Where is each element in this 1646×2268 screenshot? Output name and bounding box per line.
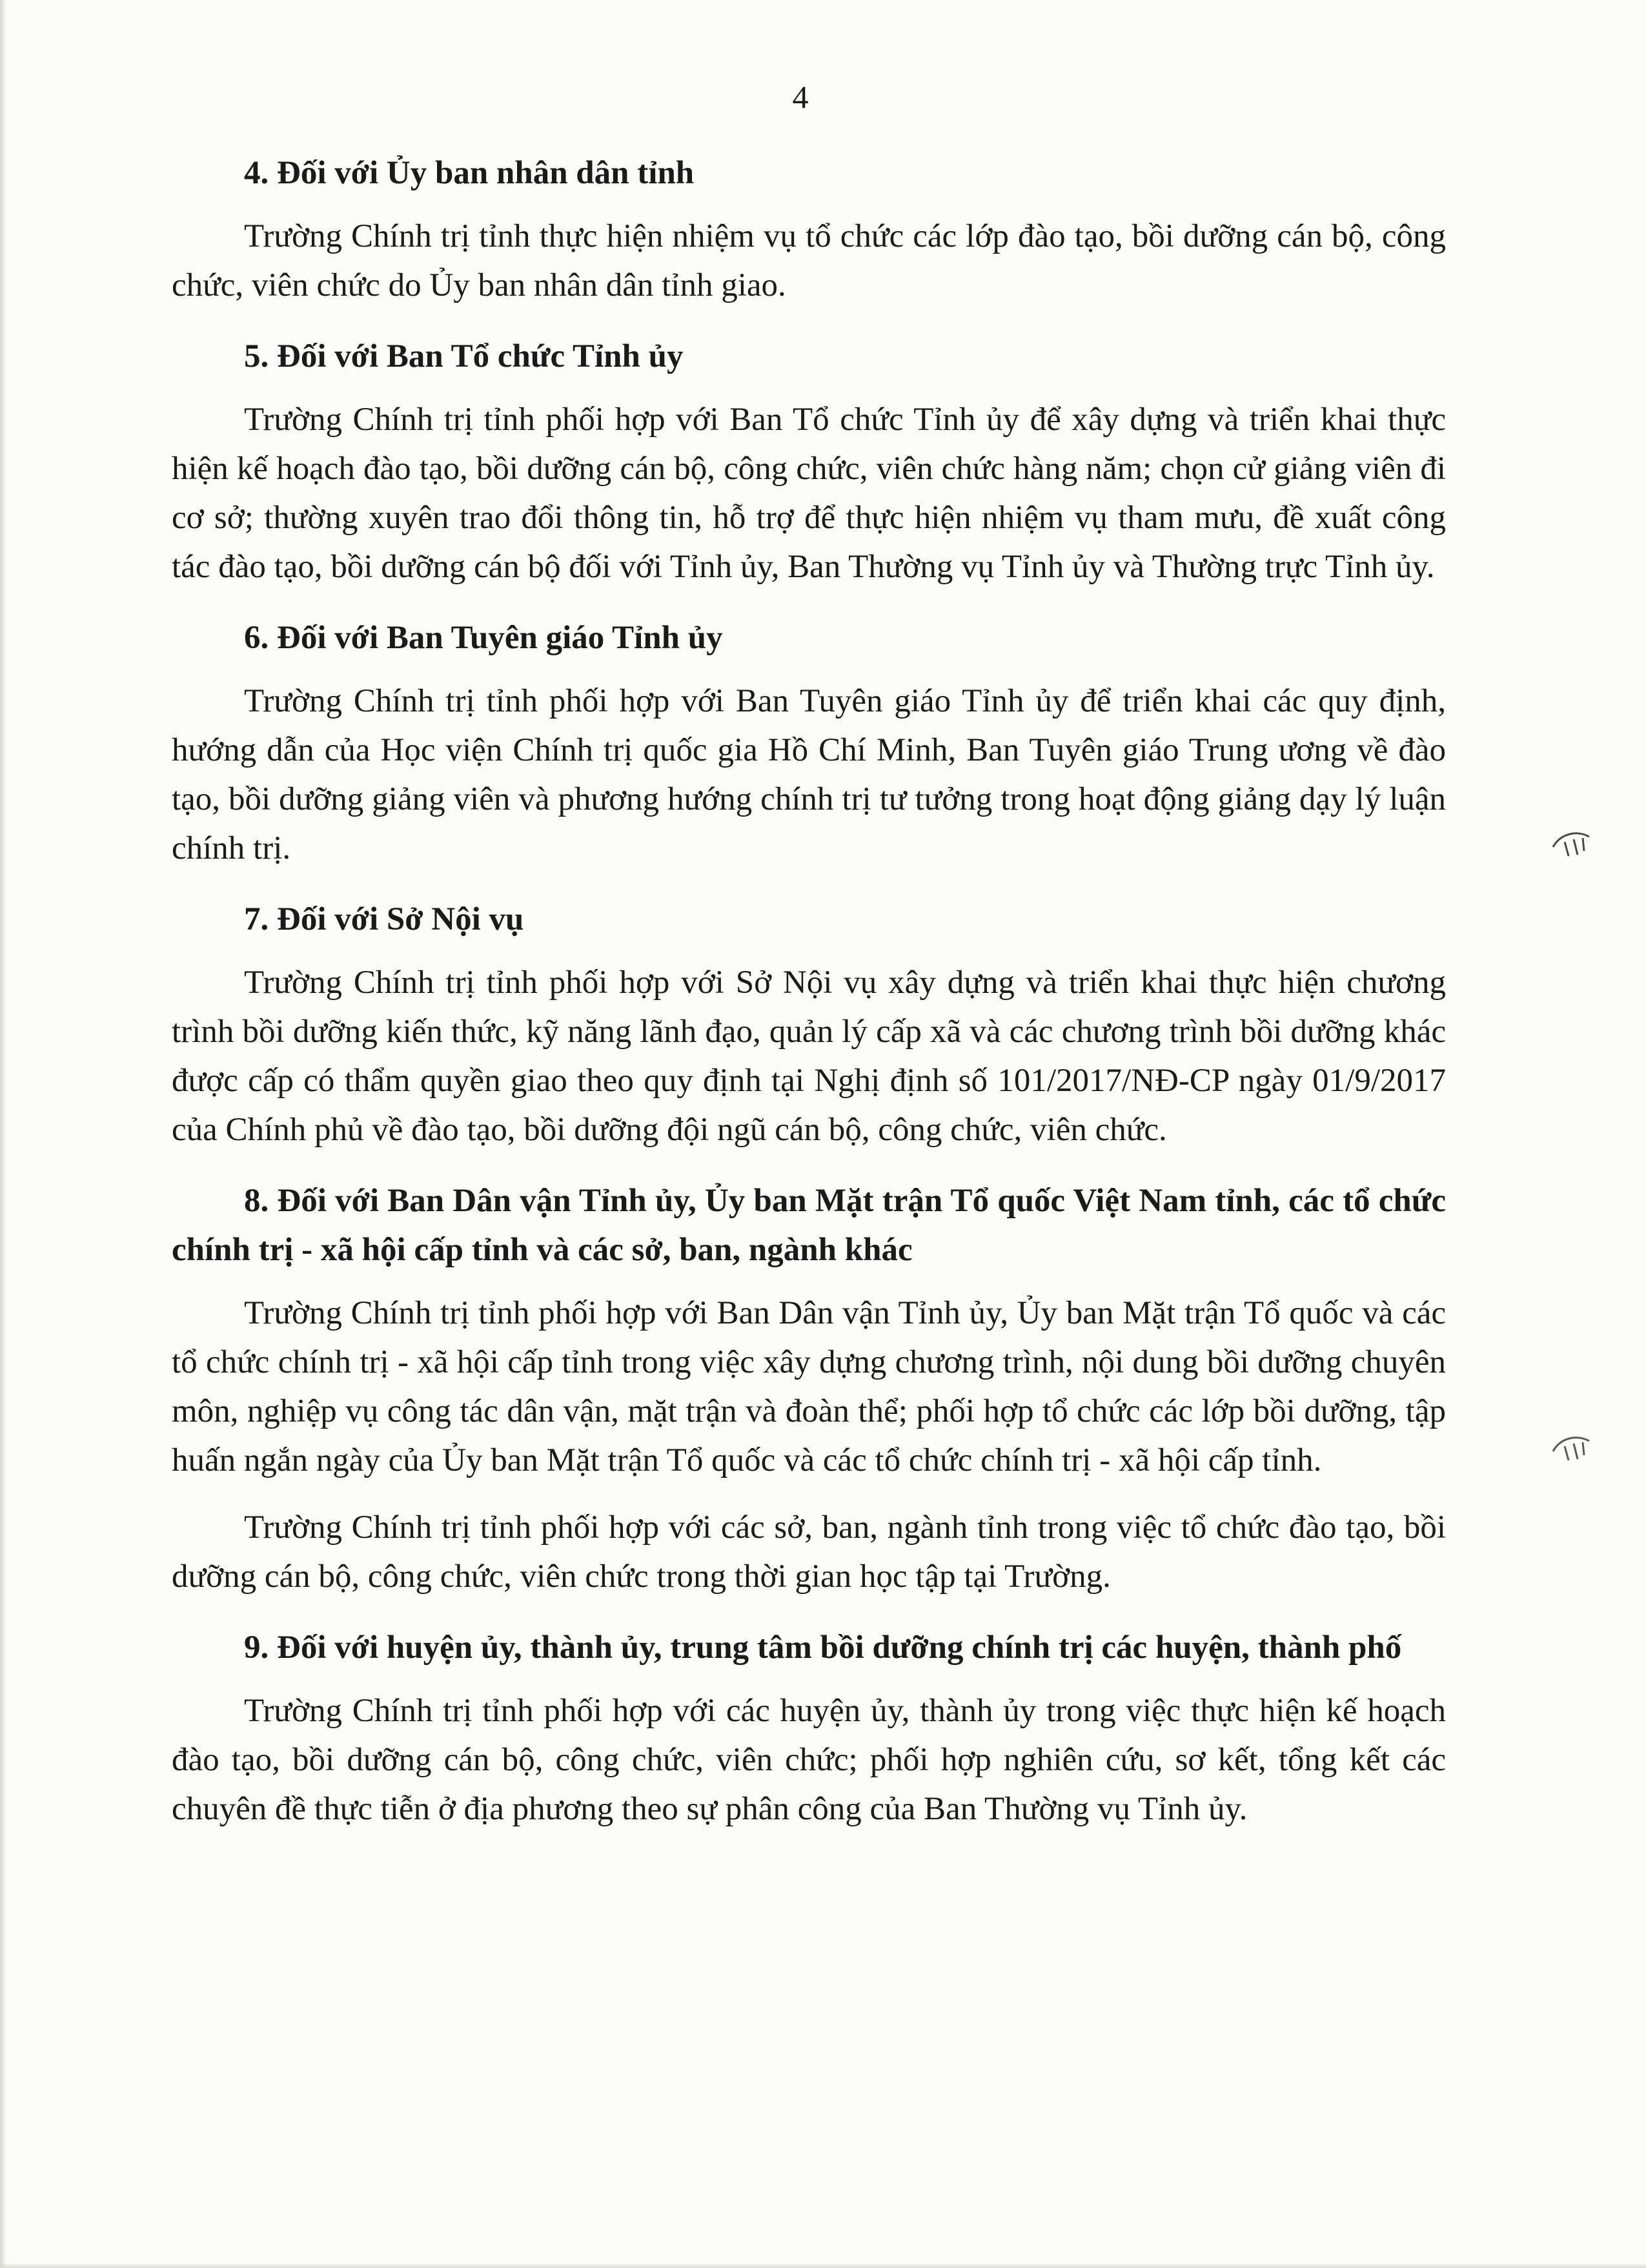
section-9 bbox=[172, 1623, 1446, 1834]
section-heading: 8. Đối với Ban Dân vận Tỉnh ủy, Ủy ban Mặt trận Tổ quốc Việt Nam tỉnh, các tổ chức chính trị - xã hội cấp tỉnh và các sở, ban, ngành khác bbox=[172, 1183, 1446, 1268]
staple-mark-icon bbox=[1549, 828, 1594, 860]
section-paragraph: Trường Chính trị tỉnh phối hợp với Sở Nội vụ xây dựng và triển khai thực hiện chương trình bồi dưỡng kiến thức, kỹ năng lãnh đạo, quản lý cấp xã và các chương trình bồi dưỡng khác được cấp có thẩm quyền giao theo quy định tại Nghị định số 101/2017/NĐ-CP ngày 01/9/2017 của Chính phủ về đào tạo, bồi dưỡng đội ngũ cán bộ, công chức, viên chức. bbox=[172, 965, 1446, 1148]
staple-mark-icon bbox=[1549, 1432, 1594, 1464]
section-6 bbox=[172, 613, 1446, 873]
section-7 bbox=[172, 895, 1446, 1154]
section-heading: 9. Đối với huyện ủy, thành ủy, trung tâm bồi dưỡng chính trị các huyện, thành phố bbox=[244, 1629, 1402, 1666]
section-4 bbox=[172, 148, 1446, 310]
section-paragraph: Trường Chính trị tỉnh phối hợp với các huyện ủy, thành ủy trong việc thực hiện kế hoạch đào tạo, bồi dưỡng cán bộ, công chức, viên chức; phối hợp nghiên cứu, sơ kết, tổng kết các chuyên đề thực tiễn ở địa phương theo sự phân công của Ban Thường vụ Tỉnh ủy. bbox=[172, 1693, 1446, 1827]
section-paragraph: Trường Chính trị tỉnh phối hợp với các sở, ban, ngành tỉnh trong việc tổ chức đào tạo, bồi dưỡng cán bộ, công chức, viên chức trong thời gian học tập tại Trường. bbox=[172, 1509, 1446, 1595]
section-heading: 6. Đối với Ban Tuyên giáo Tỉnh ủy bbox=[244, 620, 723, 656]
document-body bbox=[172, 148, 1446, 1852]
section-5 bbox=[172, 332, 1446, 591]
section-8 bbox=[172, 1176, 1446, 1601]
section-heading: 7. Đối với Sở Nội vụ bbox=[244, 901, 524, 937]
section-heading: 4. Đối với Ủy ban nhân dân tỉnh bbox=[244, 155, 695, 191]
section-paragraph: Trường Chính trị tỉnh thực hiện nhiệm vụ tổ chức các lớp đào tạo, bồi dưỡng cán bộ, công chức, viên chức do Ủy ban nhân dân tỉnh giao. bbox=[172, 218, 1446, 303]
section-paragraph: Trường Chính trị tỉnh phối hợp với Ban Dân vận Tỉnh ủy, Ủy ban Mặt trận Tổ quốc và các tổ chức chính trị - xã hội cấp tỉnh trong việc xây dựng chương trình, nội dung bồi dưỡng chuyên môn, nghiệp vụ công tác dân vận, mặt trận và đoàn thể; phối hợp tổ chức các lớp bồi dưỡng, tập huấn ngắn ngày của Ủy ban Mặt trận Tổ quốc và các tổ chức chính trị - xã hội cấp tỉnh. bbox=[172, 1295, 1446, 1478]
section-heading: 5. Đối với Ban Tổ chức Tỉnh ủy bbox=[244, 338, 684, 374]
page-number: 4 bbox=[792, 79, 809, 115]
section-paragraph: Trường Chính trị tỉnh phối hợp với Ban Tuyên giáo Tỉnh ủy để triển khai các quy định, hướng dẫn của Học viện Chính trị quốc gia Hồ Chí Minh, Ban Tuyên giáo Trung ương về đào tạo, bồi dưỡng giảng viên và phương hướng chính trị tư tưởng trong hoạt động giảng dạy lý luận chính trị. bbox=[172, 683, 1446, 866]
scan-edge-bottom bbox=[0, 2263, 1646, 2268]
scan-edge-left bbox=[0, 0, 6, 2268]
section-paragraph: Trường Chính trị tỉnh phối hợp với Ban Tổ chức Tỉnh ủy để xây dựng và triển khai thực hiện kế hoạch đào tạo, bồi dưỡng cán bộ, công chức, viên chức hàng năm; chọn cử giảng viên đi cơ sở; thường xuyên trao đổi thông tin, hỗ trợ để thực hiện nhiệm vụ tham mưu, đề xuất công tác đào tạo, bồi dưỡng cán bộ đối với Tỉnh ủy, Ban Thường vụ Tỉnh ủy và Thường trực Tỉnh ủy. bbox=[172, 402, 1446, 585]
